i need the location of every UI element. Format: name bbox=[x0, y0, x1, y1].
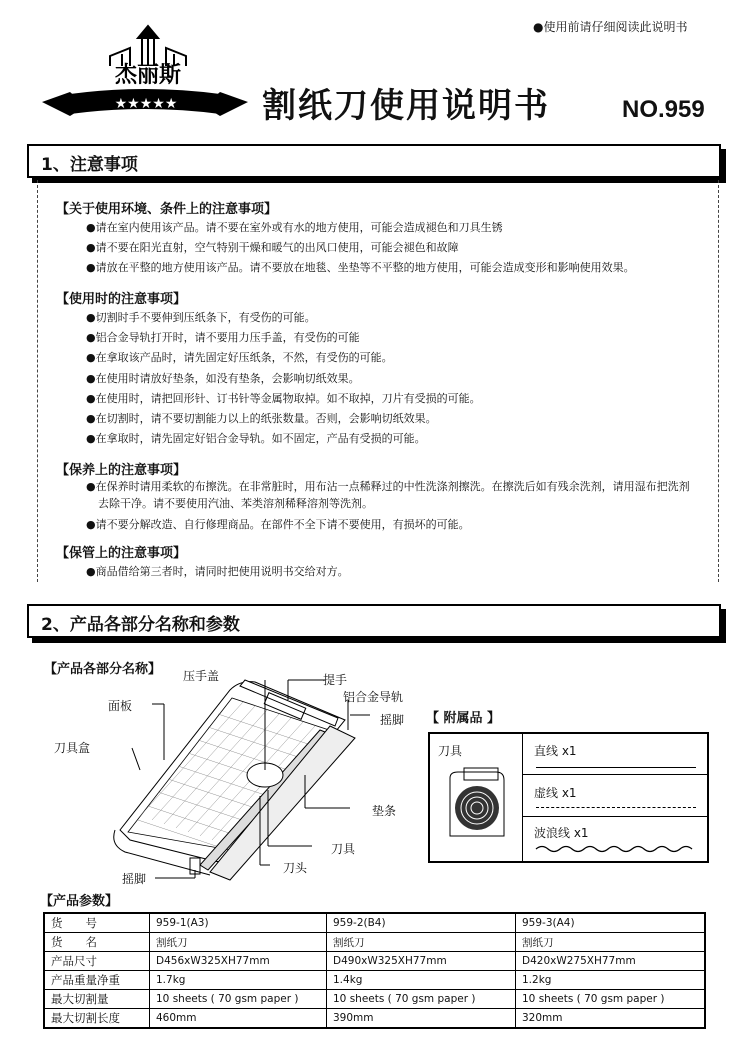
straight-line-sample bbox=[536, 767, 696, 768]
label-foot-bottom: 摇脚 bbox=[122, 872, 147, 886]
section1-title: 1、注意事项 bbox=[41, 155, 138, 175]
label-blade-box: 刀具盒 bbox=[54, 741, 91, 755]
accessories-heading: 【 附属品 】 bbox=[426, 711, 501, 726]
section1-right-rule bbox=[718, 180, 719, 582]
table-row: 货 号 959-1(A3) 959-2(B4) 959-3(A4) bbox=[44, 913, 705, 933]
env-heading: 【关于使用环境、条件上的注意事项】 bbox=[56, 202, 278, 217]
list-item: ● 在拿取时，请先固定好铝合金导轨。如不固定，产品有受损的可能。 bbox=[86, 429, 706, 449]
accessory-item: 刀具 bbox=[438, 744, 463, 758]
brand-stars: ★★★★★ bbox=[114, 96, 178, 112]
params-heading: 【产品参数】 bbox=[40, 894, 119, 909]
table-row: 货 名 割纸刀 割纸刀 割纸刀 bbox=[44, 933, 705, 952]
page-title: 割纸刀使用说明书 bbox=[262, 86, 550, 126]
params-table bbox=[43, 912, 706, 1029]
label-panel: 面板 bbox=[108, 699, 133, 713]
storage-list bbox=[86, 562, 706, 582]
list-item: ● 请在室内使用该产品。请不要在室外或有水的地方使用，可能会造成褪色和刀具生锈 bbox=[86, 218, 716, 238]
table-row: 产品重量净重 1.7kg 1.4kg 1.2kg bbox=[44, 971, 705, 990]
brand-name: 杰丽斯 bbox=[114, 63, 182, 88]
list-item: ● 在切割时，请不要切割能力以上的纸张数量。否则，会影响切纸效果。 bbox=[86, 409, 706, 429]
list-item: ● 商品借给第三者时，请同时把使用说明书交给对方。 bbox=[86, 562, 706, 582]
section1-left-rule bbox=[37, 180, 38, 582]
list-item: ● 在使用时请放好垫条，如没有垫条，会影响切纸效果。 bbox=[86, 369, 706, 389]
blade-cartridge-icon bbox=[444, 764, 510, 844]
label-blade-head: 刀头 bbox=[283, 861, 308, 875]
label-blade: 刀具 bbox=[331, 842, 356, 856]
accessory-straight: 直线 x1 bbox=[534, 744, 577, 758]
list-item: ● 请不要在阳光直射，空气特别干燥和暖气的出风口使用，可能会褪色和故障 bbox=[86, 238, 716, 258]
wavy-line-sample bbox=[534, 844, 700, 854]
storage-heading: 【保管上的注意事项】 bbox=[56, 546, 187, 561]
label-foot-top: 摇脚 bbox=[380, 713, 405, 727]
list-item: ● 请放在平整的地方使用该产品。请不要放在地毯、坐垫等不平整的地方使用，可能会造成变形和影响使用效果。 bbox=[86, 258, 716, 278]
table-row: 产品尺寸 D456xW325XH77mm D490xW325XH77mm D420xW275XH77mm bbox=[44, 952, 705, 971]
list-item: ● 在使用时，请把回形针、订书针等金属物取掉。如不取掉，刀片有受损的可能。 bbox=[86, 389, 706, 409]
section2-header bbox=[27, 604, 721, 638]
usage-list bbox=[86, 308, 706, 449]
usage-heading: 【使用时的注意事项】 bbox=[56, 292, 187, 307]
parts-heading: 【产品各部分名称】 bbox=[44, 662, 162, 677]
label-press-cover: 压手盖 bbox=[183, 669, 220, 683]
accessory-dashed: 虚线 x1 bbox=[534, 786, 577, 800]
brand-logo bbox=[40, 22, 250, 122]
table-row: 最大切割长度 460mm 390mm 320mm bbox=[44, 1009, 705, 1029]
maint-list bbox=[86, 478, 696, 533]
accessory-wavy: 波浪线 x1 bbox=[534, 826, 589, 840]
model-number: NO.959 bbox=[622, 96, 705, 123]
section1-header bbox=[27, 144, 721, 178]
list-item: ● 在保养时请用柔软的布擦洗。在非常脏时，用布沾一点稀释过的中性洗涤剂擦洗。在擦洗后如有残余洗剂，请用湿布把洗剂去除干净。请不要使用汽油、苯类溶剂稀释溶剂等洗剂。 bbox=[86, 478, 696, 512]
label-pad: 垫条 bbox=[372, 804, 397, 818]
reading-notice: ●使用前请仔细阅读此说明书 bbox=[533, 20, 688, 34]
list-item: ● 请不要分解改造、自行修理商品。在部件不全下请不要使用，有损坏的可能。 bbox=[86, 516, 696, 533]
env-list bbox=[86, 218, 716, 279]
dashed-line-sample bbox=[536, 807, 696, 808]
list-item: ● 铝合金导轨打开时，请不要用力压手盖，有受伤的可能 bbox=[86, 328, 706, 348]
maint-heading: 【保养上的注意事项】 bbox=[56, 463, 187, 478]
table-row: 最大切割量 10 sheets ( 70 gsm paper ) 10 sheets ( 70 gsm paper ) 10 sheets ( 70 gsm paper ) bbox=[44, 990, 705, 1009]
accessories-box bbox=[428, 732, 709, 863]
label-rail: 铝合金导轨 bbox=[343, 690, 404, 704]
label-handle: 提手 bbox=[323, 673, 348, 687]
list-item: ● 在拿取该产品时，请先固定好压纸条，不然，有受伤的可能。 bbox=[86, 348, 706, 368]
list-item: ● 切割时手不要伸到压纸条下，有受伤的可能。 bbox=[86, 308, 706, 328]
section2-title: 2、产品各部分名称和参数 bbox=[41, 615, 240, 635]
